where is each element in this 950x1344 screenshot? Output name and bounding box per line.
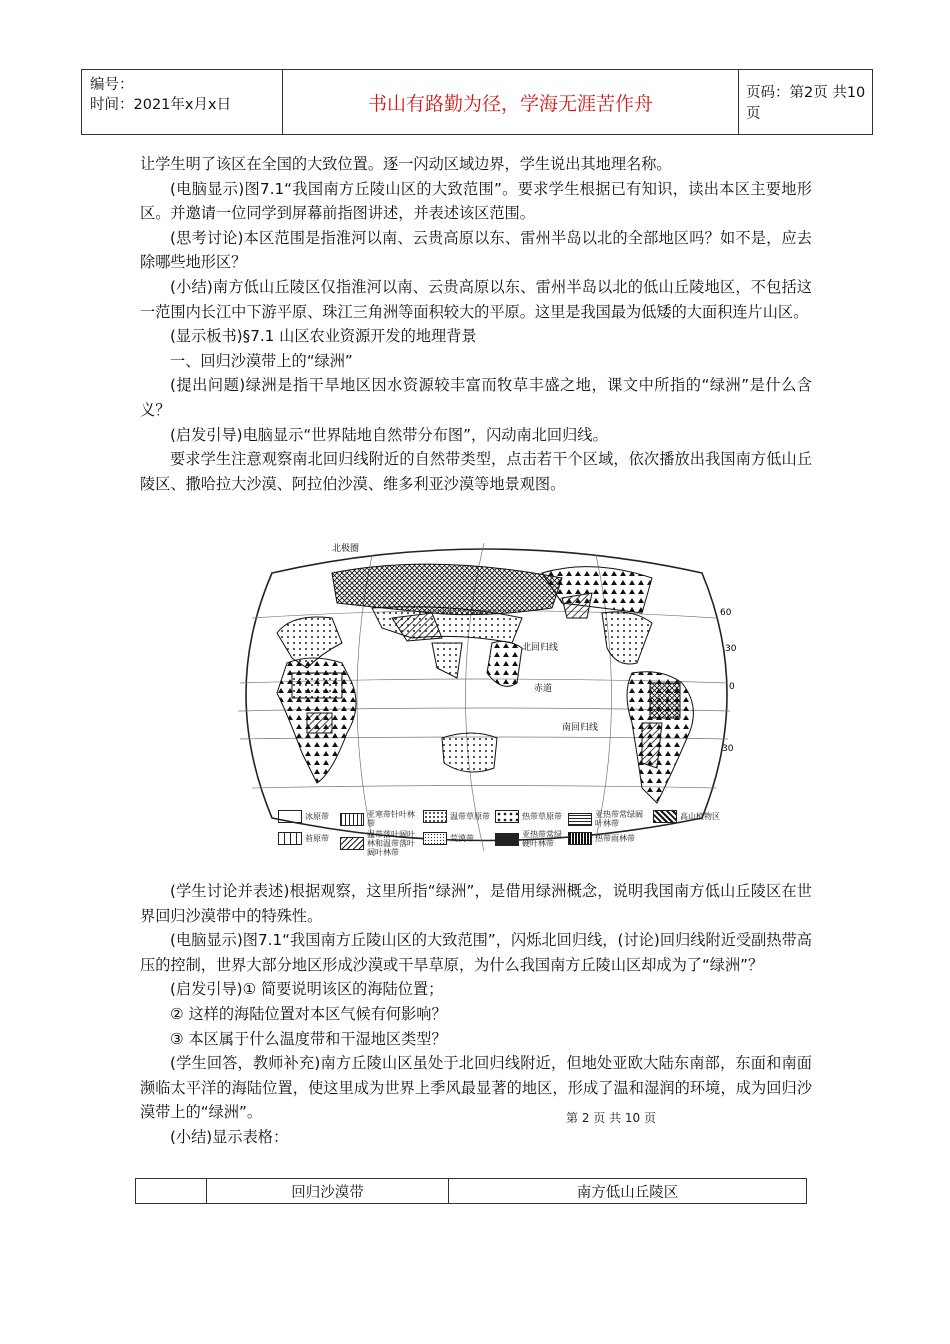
paragraph: ③ 本区属于什么温度带和干湿地区类型？ xyxy=(170,1029,447,1048)
legend-item: 荒漠带 xyxy=(423,832,493,845)
equator-label: 赤道 xyxy=(534,684,553,694)
body-text-top xyxy=(140,152,812,496)
date-label: 时间：2021年x月x日 xyxy=(90,97,232,113)
page-label: 页码：第2页 共10页 xyxy=(746,85,866,122)
legend-swatch xyxy=(423,832,447,845)
legend-item: 温带草原带 xyxy=(423,810,493,823)
legend-swatch xyxy=(340,813,364,826)
legend-item: 亚寒带针叶林带 xyxy=(340,810,420,828)
legend-item: 温带落叶阔叶林和温带落叶阔叶林带 xyxy=(340,830,420,857)
paragraph: (思考讨论)本区范围是指淮河以南、云贵高原以东、雷州半岛以北的全部地区吗？如不是，应去除哪些地形区？ xyxy=(140,228,812,272)
section-heading: 一、回归沙漠带上的“绿洲” xyxy=(170,351,353,370)
world-natural-zone-map xyxy=(232,533,736,856)
table-cell: 南方低山丘陵区 xyxy=(449,1179,807,1204)
lat-30s-label: 30 xyxy=(722,744,734,754)
map-legend xyxy=(278,810,738,858)
paragraph: (电脑显示)图7.1“我国南方丘陵山区的大致范围”，闪烁北回归线，(讨论)回归线附近受副热带高压的控制，世界大部分地区形成沙漠或干旱草原，为什么我国南方丘陵山区却成为了“绿洲”？ xyxy=(140,931,812,974)
legend-swatch xyxy=(568,832,592,845)
legend-item: 苔原带 xyxy=(278,832,338,845)
legend-item: 热带雨林带 xyxy=(568,832,648,845)
body-text-bottom xyxy=(140,879,812,1150)
paragraph: (提出问题)绿洲是指干旱地区因水资源较丰富而牧草丰盛之地，课文中所指的“绿洲”是什么含义？ xyxy=(140,376,812,419)
table-cell xyxy=(136,1179,207,1204)
legend-item: 亚热带常绿阔叶林带 xyxy=(568,810,648,828)
paragraph: (显示板书)§7.1 山区农业资源开发的地理背景 xyxy=(170,327,477,346)
legend-swatch xyxy=(278,810,302,823)
paragraph: (学生回答，教师补充)南方丘陵山区虽处于北回归线附近，但地处亚欧大陆东南部，东面和南面濒临太平洋的海陆位置，使这里成为世界上季风最显著的地区，形成了温和湿润的环境，成为回归沙漠带上的“绿洲”。 xyxy=(140,1054,812,1122)
legend-item: 亚热带常绿硬叶林带 xyxy=(495,830,565,848)
motto: 书山有路勤为径，学海无涯苦作舟 xyxy=(282,70,739,134)
legend-swatch xyxy=(568,813,592,826)
north-pole-label: 北极圈 xyxy=(332,544,360,554)
table-cell: 回归沙漠带 xyxy=(207,1179,449,1204)
paragraph: (启发引导)电脑显示“世界陆地自然带分布图”，闪动南北回归线。 xyxy=(170,425,608,444)
legend-swatch xyxy=(653,810,677,823)
legend-swatch xyxy=(423,810,447,823)
lat-0-label: 0 xyxy=(729,682,735,692)
summary-table xyxy=(135,1178,807,1204)
paragraph: 要求学生注意观察南北回归线附近的自然带类型，点击若干个区域，依次播放出我国南方低山丘陵区、撒哈拉大沙漠、阿拉伯沙漠、维多利亚沙漠等地景观图。 xyxy=(140,450,812,493)
tropic-south-label: 南回归线 xyxy=(562,723,599,733)
header-table xyxy=(81,69,873,135)
code-label: 编号： xyxy=(90,77,134,93)
paragraph: (小结)南方低山丘陵区仅指淮河以南、云贵高原以东、雷州半岛以北的低山丘陵地区，不包括这一范围内长江中下游平原、珠江三角洲等面积较大的平原。这里是我国最为低矮的大面积连片山区。 xyxy=(140,277,812,321)
paragraph: ② 这样的海陆位置对本区气候有何影响？ xyxy=(170,1004,447,1023)
paragraph: (启发引导)① 简要说明该区的海陆位置； xyxy=(170,980,444,999)
legend-item: 热带草原带 xyxy=(495,810,565,823)
table-row xyxy=(136,1179,807,1204)
paragraph: (学生讨论并表述)根据观察，这里所指“绿洲”，是借用绿洲概念，说明我国南方低山丘陵区在世界回归沙漠带中的特殊性。 xyxy=(140,882,812,925)
legend-item: 冰原带 xyxy=(278,810,338,823)
legend-swatch xyxy=(495,810,519,823)
tropic-north-label: 北回归线 xyxy=(522,643,559,653)
paragraph: (电脑显示)图7.1“我国南方丘陵山区的大致范围”。要求学生根据已有知识，读出本区主要地形区。并邀请一位同学到屏幕前指图讲述，并表述该区范围。 xyxy=(140,179,812,223)
legend-item: 高山植物区 xyxy=(653,810,733,823)
lat-30-label: 30 xyxy=(725,644,736,654)
lat-60-label: 60 xyxy=(720,608,732,618)
paragraph: (小结)显示表格： xyxy=(170,1127,289,1146)
legend-swatch xyxy=(495,833,519,846)
legend-swatch xyxy=(278,832,302,845)
header-meta xyxy=(82,70,282,134)
overlapping-page-footer: 第 2 页 共 10 页 xyxy=(566,1111,656,1125)
legend-swatch xyxy=(340,837,364,850)
paragraph: 让学生明了该区在全国的大致位置。逐一闪动区域边界，学生说出其地理名称。 xyxy=(140,155,672,173)
